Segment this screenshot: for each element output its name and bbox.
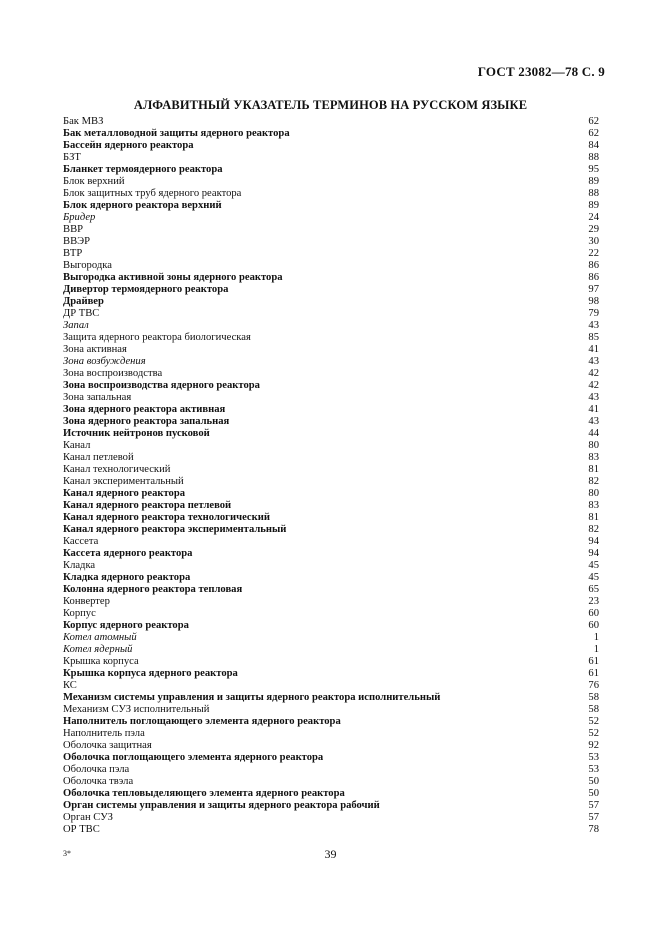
term-index-list [63,116,599,836]
index-entry [63,452,599,464]
index-entry [63,716,599,728]
entry-page: 24 [588,212,599,223]
index-entry [63,596,599,608]
entry-page: 81 [588,512,599,523]
entry-page: 43 [588,320,599,331]
entry-term: Конвертер [63,596,110,607]
entry-term: Защита ядерного реактора биологическая [63,332,251,343]
entry-page: 86 [588,272,599,283]
entry-page: 41 [588,344,599,355]
entry-term: Канал [63,440,91,451]
index-entry [63,380,599,392]
index-entry [63,368,599,380]
entry-term: Корпус [63,608,96,619]
entry-term: Котел атомный [63,632,137,643]
entry-term: Орган СУЗ [63,812,113,823]
entry-term: ДР ТВС [63,308,100,319]
entry-term: Блок ядерного реактора верхний [63,200,222,211]
entry-page: 45 [588,560,599,571]
entry-term: Корпус ядерного реактора [63,620,189,631]
entry-term: Колонна ядерного реактора тепловая [63,584,243,595]
entry-term: Канал ядерного реактора [63,488,186,499]
entry-term: Блок защитных труб ядерного реактора [63,188,242,199]
index-entry [63,248,599,260]
entry-term: Наполнитель поглощающего элемента ядерного реактора [63,716,341,727]
entry-term: Кладка ядерного реактора [63,572,191,583]
index-entry [63,800,599,812]
index-entry [63,320,599,332]
entry-term: Драйвер [63,296,104,307]
entry-page: 43 [588,356,599,367]
entry-term: Оболочка тепловыделяющего элемента ядерного реактора [63,788,345,799]
index-entry [63,668,599,680]
index-entry [63,296,599,308]
index-entry [63,308,599,320]
entry-page: 79 [588,308,599,319]
index-entry [63,188,599,200]
entry-page: 52 [588,716,599,727]
entry-page: 42 [588,380,599,391]
entry-term: Механизм СУЗ исполнительный [63,704,210,715]
entry-term: Орган системы управления и защиты ядерного реактора рабочий [63,800,380,811]
entry-term: Зона запальная [63,392,132,403]
entry-page: 50 [588,788,599,799]
entry-page: 83 [588,500,599,511]
index-entry [63,464,599,476]
entry-term: ОР ТВС [63,824,100,835]
entry-term: Наполнитель пэла [63,728,145,739]
index-entry [63,680,599,692]
index-entry [63,440,599,452]
index-entry [63,776,599,788]
entry-term: Оболочка поглощающего элемента ядерного реактора [63,752,324,763]
index-entry [63,644,599,656]
index-entry [63,548,599,560]
entry-term: Бланкет термоядерного реактора [63,164,223,175]
index-entry [63,788,599,800]
entry-page: 84 [588,140,599,151]
entry-page: 44 [588,428,599,439]
sheet-mark: 3* [63,849,71,858]
index-entry [63,764,599,776]
entry-page: 83 [588,452,599,463]
entry-term: Зона воспроизводства [63,368,163,379]
entry-page: 58 [588,704,599,715]
index-entry [63,116,599,128]
entry-page: 60 [588,608,599,619]
index-entry [63,620,599,632]
index-entry [63,212,599,224]
index-title: АЛФАВИТНЫЙ УКАЗАТЕЛЬ ТЕРМИНОВ НА РУССКОМ ЯЗЫКЕ [133,98,528,112]
entry-term: КС [63,680,77,691]
index-entry [63,824,599,836]
index-entry [63,128,599,140]
entry-term: Блок верхний [63,176,125,187]
index-entry [63,236,599,248]
entry-page: 81 [588,464,599,475]
entry-term: Крышка корпуса ядерного реактора [63,668,238,679]
entry-page: 61 [588,656,599,667]
index-entry [63,608,599,620]
entry-term: Канал экспериментальный [63,476,184,487]
entry-page: 50 [588,776,599,787]
entry-term: Выгородка активной зоны ядерного реактора [63,272,283,283]
entry-page: 76 [588,680,599,691]
entry-page: 65 [588,584,599,595]
index-entry [63,344,599,356]
index-entry [63,656,599,668]
entry-term: Канал ядерного реактора экспериментальный [63,524,287,535]
index-entry [63,524,599,536]
entry-term: Котел ядерный [63,644,133,655]
index-entry [63,728,599,740]
entry-term: Зона активная [63,344,127,355]
index-entry [63,692,599,704]
document-reference: ГОСТ 23082—78 С. 9 [477,64,605,79]
entry-term: Источник нейтронов пусковой [63,428,210,439]
entry-page: 88 [588,188,599,199]
entry-term: Бридер [63,212,96,223]
index-entry [63,356,599,368]
entry-term: Кассета [63,536,99,547]
entry-page: 86 [588,260,599,271]
entry-page: 95 [588,164,599,175]
index-entry [63,428,599,440]
index-entry [63,512,599,524]
entry-term: Канал ядерного реактора петлевой [63,500,232,511]
entry-term: Оболочка твэла [63,776,134,787]
entry-page: 82 [588,476,599,487]
entry-term: Бак металловодной защиты ядерного реактора [63,128,290,139]
entry-page: 53 [588,764,599,775]
entry-page: 29 [588,224,599,235]
entry-page: 98 [588,296,599,307]
index-entry [63,404,599,416]
entry-page: 89 [588,176,599,187]
entry-term: Кассета ядерного реактора [63,548,193,559]
page-number: 39 [324,847,337,861]
index-entry [63,260,599,272]
index-entry [63,164,599,176]
entry-page: 85 [588,332,599,343]
index-entry [63,572,599,584]
entry-page: 52 [588,728,599,739]
entry-term: Запал [63,320,89,331]
entry-page: 78 [588,824,599,835]
index-entry [63,152,599,164]
index-entry [63,560,599,572]
index-entry [63,500,599,512]
entry-term: Оболочка пэла [63,764,130,775]
entry-term: Бак МВЗ [63,116,104,127]
entry-page: 80 [588,440,599,451]
index-entry [63,536,599,548]
entry-page: 92 [588,740,599,751]
entry-term: БЗТ [63,152,81,163]
entry-page: 94 [588,536,599,547]
index-entry [63,284,599,296]
index-entry [63,140,599,152]
entry-page: 43 [588,392,599,403]
entry-term: Кладка [63,560,96,571]
index-entry [63,332,599,344]
entry-page: 57 [588,800,599,811]
index-entry [63,632,599,644]
entry-term: ВТР [63,248,83,259]
index-entry [63,200,599,212]
index-entry [63,584,599,596]
entry-page: 89 [588,200,599,211]
entry-term: ВВР [63,224,84,235]
entry-page: 43 [588,416,599,427]
entry-page: 30 [588,236,599,247]
index-entry [63,488,599,500]
entry-page: 22 [588,248,599,259]
entry-term: Бассейн ядерного реактора [63,140,194,151]
entry-page: 94 [588,548,599,559]
entry-page: 58 [588,692,599,703]
index-entry [63,476,599,488]
index-entry [63,704,599,716]
entry-page: 80 [588,488,599,499]
entry-page: 61 [588,668,599,679]
entry-page: 41 [588,404,599,415]
index-entry [63,416,599,428]
entry-term: Канал ядерного реактора технологический [63,512,270,523]
entry-term: Крышка корпуса [63,656,139,667]
entry-page: 1 [593,632,599,643]
entry-term: ВВЭР [63,236,91,247]
entry-term: Оболочка защитная [63,740,152,751]
entry-page: 82 [588,524,599,535]
entry-term: Дивертор термоядерного реактора [63,284,229,295]
entry-page: 62 [588,128,599,139]
entry-page: 62 [588,116,599,127]
index-entry [63,812,599,824]
entry-term: Выгородка [63,260,112,271]
entry-page: 53 [588,752,599,763]
entry-term: Механизм системы управления и защиты ядерного реактора исполнительный [63,692,441,703]
entry-page: 60 [588,620,599,631]
entry-page: 42 [588,368,599,379]
entry-term: Зона воспроизводства ядерного реактора [63,380,260,391]
index-entry [63,740,599,752]
entry-term: Зона ядерного реактора активная [63,404,226,415]
index-entry [63,224,599,236]
index-entry [63,752,599,764]
entry-page: 97 [588,284,599,295]
index-entry [63,392,599,404]
entry-page: 45 [588,572,599,583]
entry-term: Канал петлевой [63,452,134,463]
entry-term: Зона ядерного реактора запальная [63,416,230,427]
index-entry [63,272,599,284]
entry-page: 1 [593,644,599,655]
index-entry [63,176,599,188]
entry-page: 88 [588,152,599,163]
entry-term: Зона возбуждения [63,356,146,367]
entry-term: Канал технологический [63,464,171,475]
entry-page: 57 [588,812,599,823]
entry-page: 23 [588,596,599,607]
